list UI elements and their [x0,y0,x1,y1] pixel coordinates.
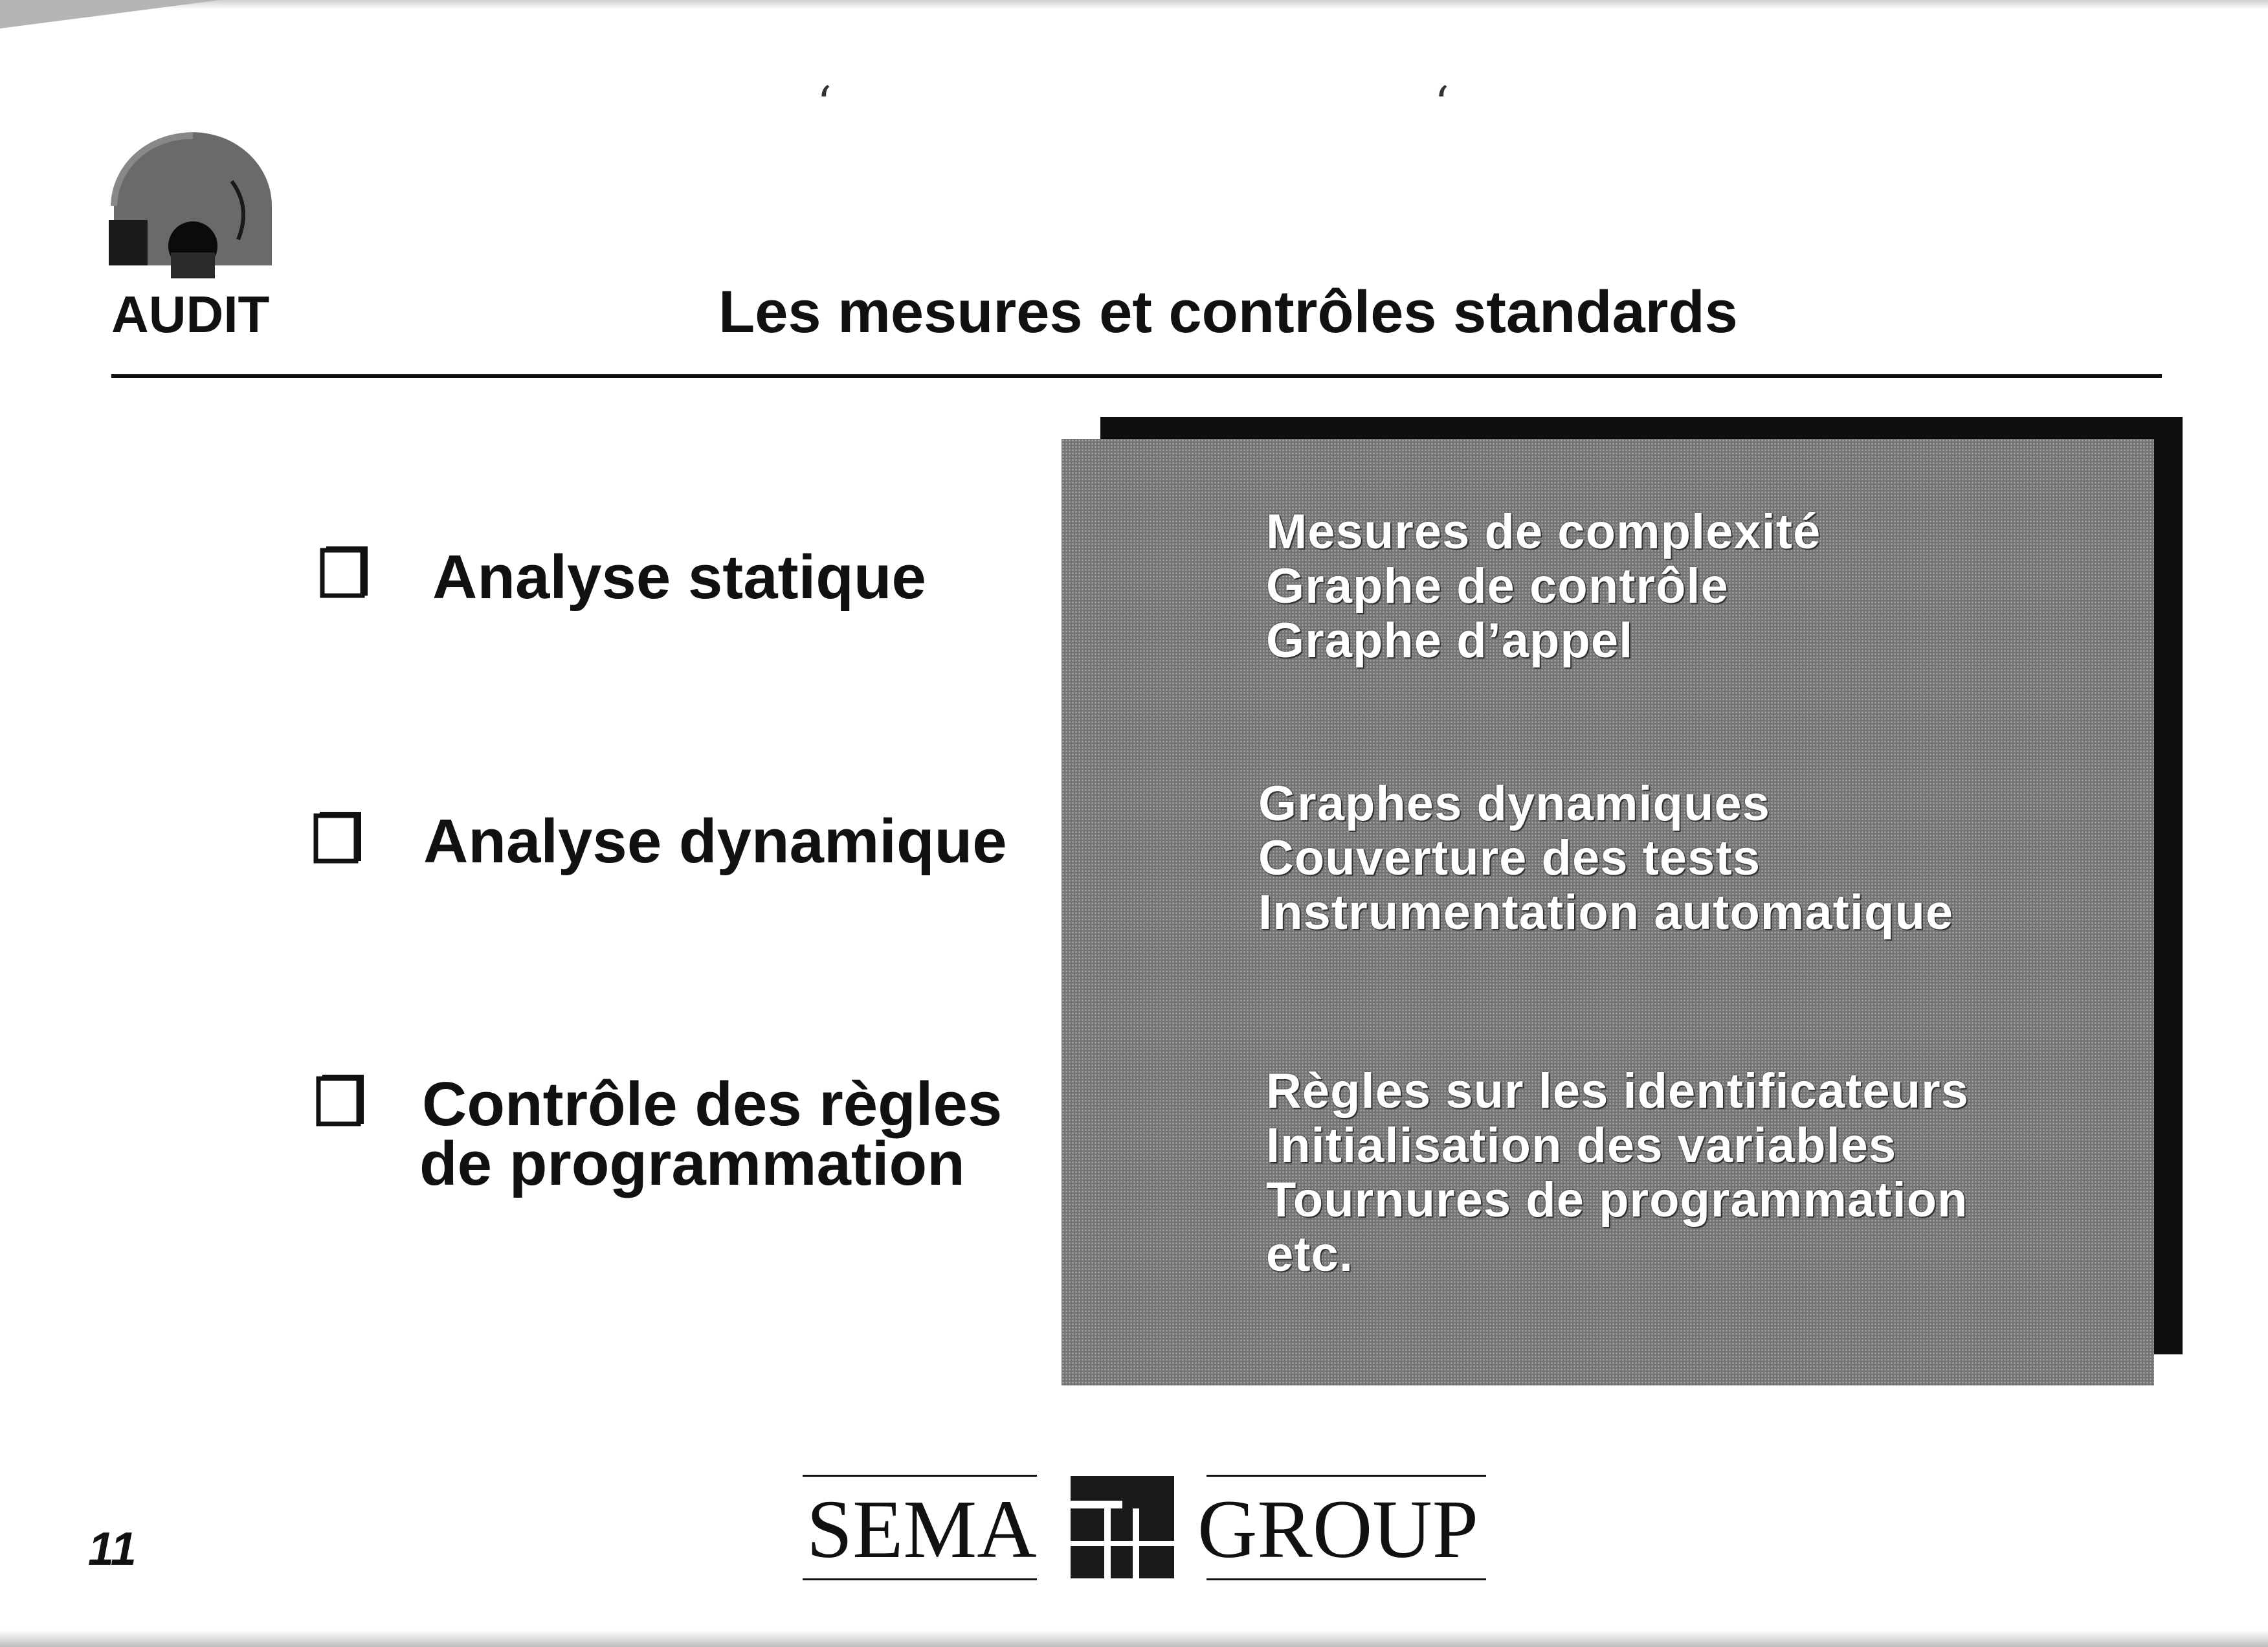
item-label-line-2: de programmation [419,1129,965,1198]
panel-line: Règles sur les identificateurs [1266,1064,1969,1119]
sema-group-mark-icon [1071,1476,1174,1578]
page-edge-top [0,0,2268,9]
panel-line: Tournures de programmation [1266,1172,1968,1227]
panel-line: Couverture des tests [1258,831,1761,886]
panel-line: Graphe d’appel [1266,613,1634,668]
binding-hole-mark-right: ‘ [1434,76,1449,131]
brand-word-right: GROUP [1197,1483,1478,1575]
checkbox-icon [320,544,369,599]
panel-line: Instrumentation automatique [1258,885,1954,940]
brand-rule-bottom-right [1206,1578,1486,1580]
panel-line: Graphes dynamiques [1258,776,1770,831]
section-label: AUDIT [111,286,270,343]
page-edge-bottom [0,1630,2268,1647]
panel-line: Mesures de complexité [1266,504,1821,559]
brand-logo [800,1470,1486,1586]
page-corner-fold [0,0,220,28]
page-title: Les mesures et contrôles standards [718,279,1738,345]
panel-line: etc. [1266,1227,1353,1282]
item-label: Analyse dynamique [423,807,1007,876]
brand-word-left: SEMA [806,1483,1037,1575]
binding-hole-mark-left: ‘ [817,76,832,131]
panel-line: Initialisation des variables [1266,1118,1897,1173]
item-label: Analyse statique [432,543,926,612]
checkbox-icon [313,809,362,865]
item-label-line-1: Contrôle des règles [422,1070,1003,1139]
panel-line: Graphe de contrôle [1266,559,1729,614]
brand-rule-bottom-left [803,1578,1037,1580]
brand-rule-top-left [803,1475,1037,1477]
checkbox-icon [316,1072,365,1128]
page-number: 11 [88,1523,137,1575]
audit-emblem-icon [109,129,277,278]
brand-rule-top-right [1206,1475,1486,1477]
title-divider [111,374,2162,378]
